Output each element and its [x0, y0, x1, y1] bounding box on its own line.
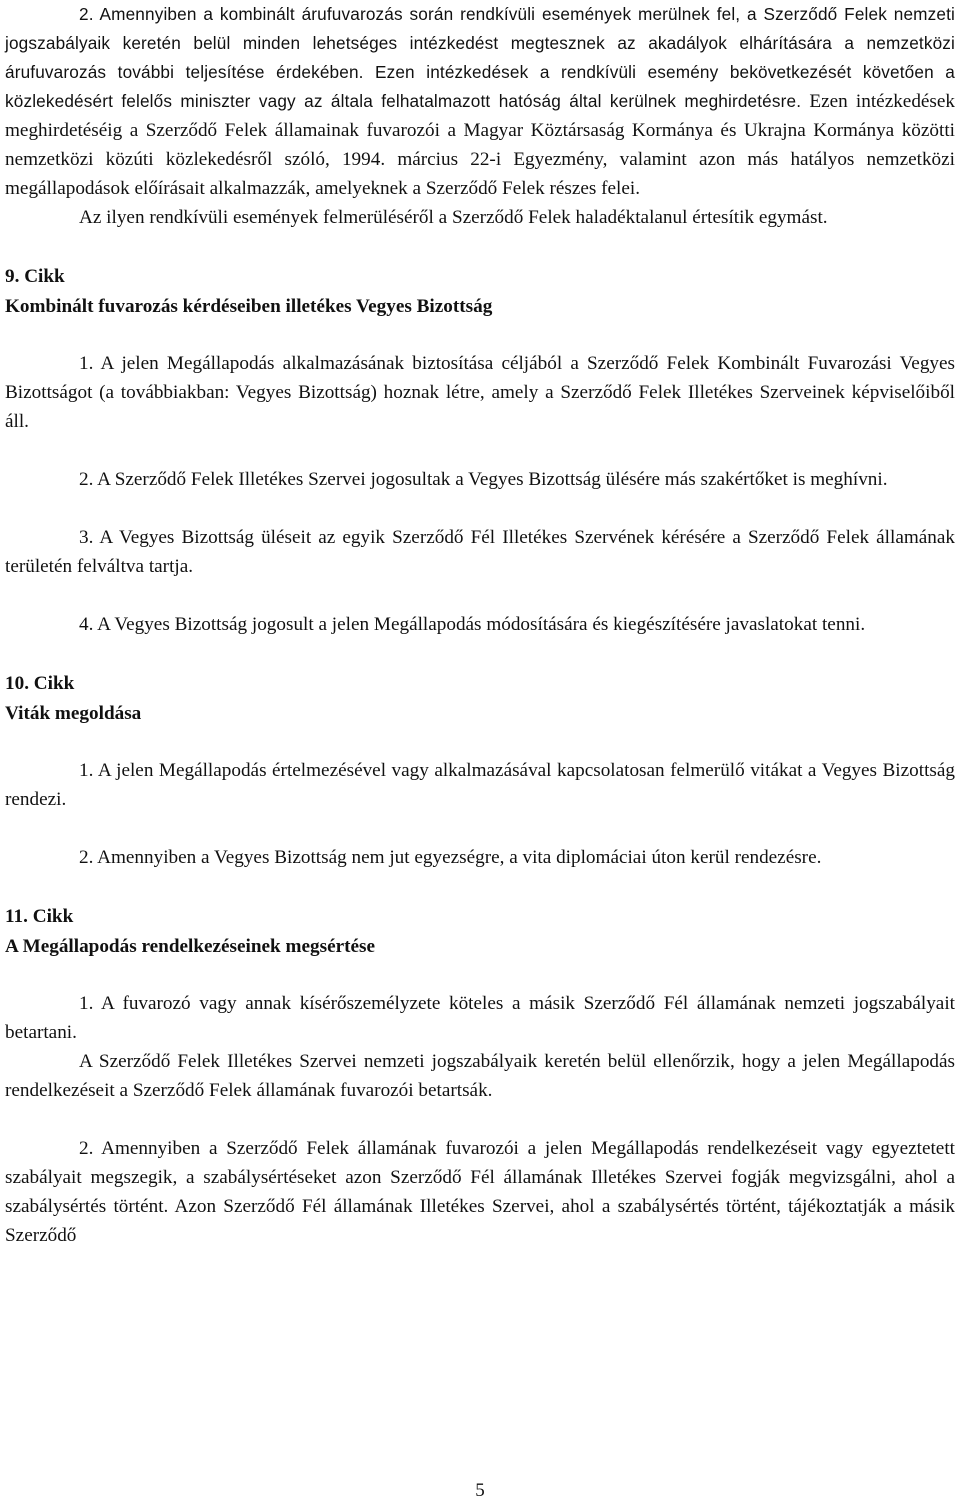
- article11-number: 11. Cikk: [5, 906, 74, 927]
- article9-paragraph-3: 3. A Vegyes Bizottság üléseit az egyik Szerződő Fél Illetékes Szervének kérésére a Szerződő Felek államának területén felváltva tartja.: [5, 527, 955, 577]
- article11-paragraph-1b: A Szerződő Felek Illetékes Szervei nemzeti jogszabályaik keretén belül ellenőrzik, hogy a jelen Megállapodás rendelkezéseit a Szerződő Felek államának fuvarozói betartsák.: [5, 1051, 955, 1101]
- article9-paragraph-2: 2. A Szerződő Felek Illetékes Szervei jogosultak a Vegyes Bizottság ülésére más szakértőket is meghívni.: [79, 469, 888, 490]
- article9-number: 9. Cikk: [5, 266, 65, 287]
- page-number: 5: [475, 1480, 485, 1501]
- article9-paragraph-1: 1. A jelen Megállapodás alkalmazásának biztosítása céljából a Szerződő Felek Kombinált Fuvarozási Vegyes Bizottságot (a továbbiakban: Vegyes Bizottság) hoznak létre, amely a Szerződő Felek Illetékes Szerveinek képviselőiből áll.: [5, 353, 955, 432]
- article9-paragraph-4: 4. A Vegyes Bizottság jogosult a jelen Megállapodás módosítására és kiegészítésére javaslatokat tenni.: [79, 614, 866, 635]
- article10-paragraph-1: 1. A jelen Megállapodás értelmezésével vagy alkalmazásával kapcsolatosan felmerülő vitákat a Vegyes Bizottság rendezi.: [5, 760, 955, 810]
- article11-paragraph-2: 2. Amennyiben a Szerződő Felek államának fuvarozói a jelen Megállapodás rendelkezéseit vagy egyeztetett szabályait megszegik, a szabálysértéseket azon Szerződő Fél államának Illetékes Szervei fogják megvizsgálni, ahol a szabálysértés történt. Azon Szerződő Fél államának Illetékes Szervei, ahol a szabálysértés történt, tájékoztatják a másik Szerződő: [5, 1138, 955, 1246]
- paragraph-notify: Az ilyen rendkívüli események felmerüléséről a Szerződő Felek haladéktalanul értesítik egymást.: [79, 207, 828, 228]
- article9-title: Kombinált fuvarozás kérdéseiben illetékes Vegyes Bizottság: [5, 296, 493, 317]
- paragraph-part-1: 2. Amennyiben a kombinált árufuvarozás során rendkívüli események merülnek fel, a Szerződő Felek nemzeti jogszabályaik keretén belül minden lehetséges intézkedést megtesznek az akadályok elhárítására a nemzetközi árufuvarozás további teljesítése érdekében.: [5, 4, 955, 82]
- article10-number: 10. Cikk: [5, 673, 75, 694]
- article11-paragraph-1: 1. A fuvarozó vagy annak kísérőszemélyzete köteles a másik Szerződő Fél államának nemzeti jogszabályait betartani.: [5, 993, 955, 1043]
- paragraph-extraordinary-events: [5, 0, 955, 203]
- paragraph-part-3: Ezen intézkedések meghirdetéséig a Szerződő Felek államainak fuvarozói a Magyar Köztársaság Kormánya és Ukrajna Kormánya közötti nemzetközi közúti közlekedésről szóló, 1994. március 22-i Egyezmény, valamint azon más hatályos nemzetközi megállapodások előírásait alkalmazzák, amelyeknek a Szerződő Felek részes felei.: [5, 91, 956, 199]
- article10-title: Viták megoldása: [5, 703, 142, 724]
- paragraph-part-2: Ezen intézkedések a rendkívüli esemény bekövetkezését követően a közlekedésért felelős miniszter vagy az általa felhatalmazott hatóság által kerülnek meghirdetésre.: [5, 62, 956, 111]
- article10-paragraph-2: 2. Amennyiben a Vegyes Bizottság nem jut egyezségre, a vita diplomáciai úton kerül rendezésre.: [79, 847, 822, 868]
- document-page: [5, 0, 955, 1250]
- article11-title: A Megállapodás rendelkezéseinek megsértése: [5, 936, 376, 957]
